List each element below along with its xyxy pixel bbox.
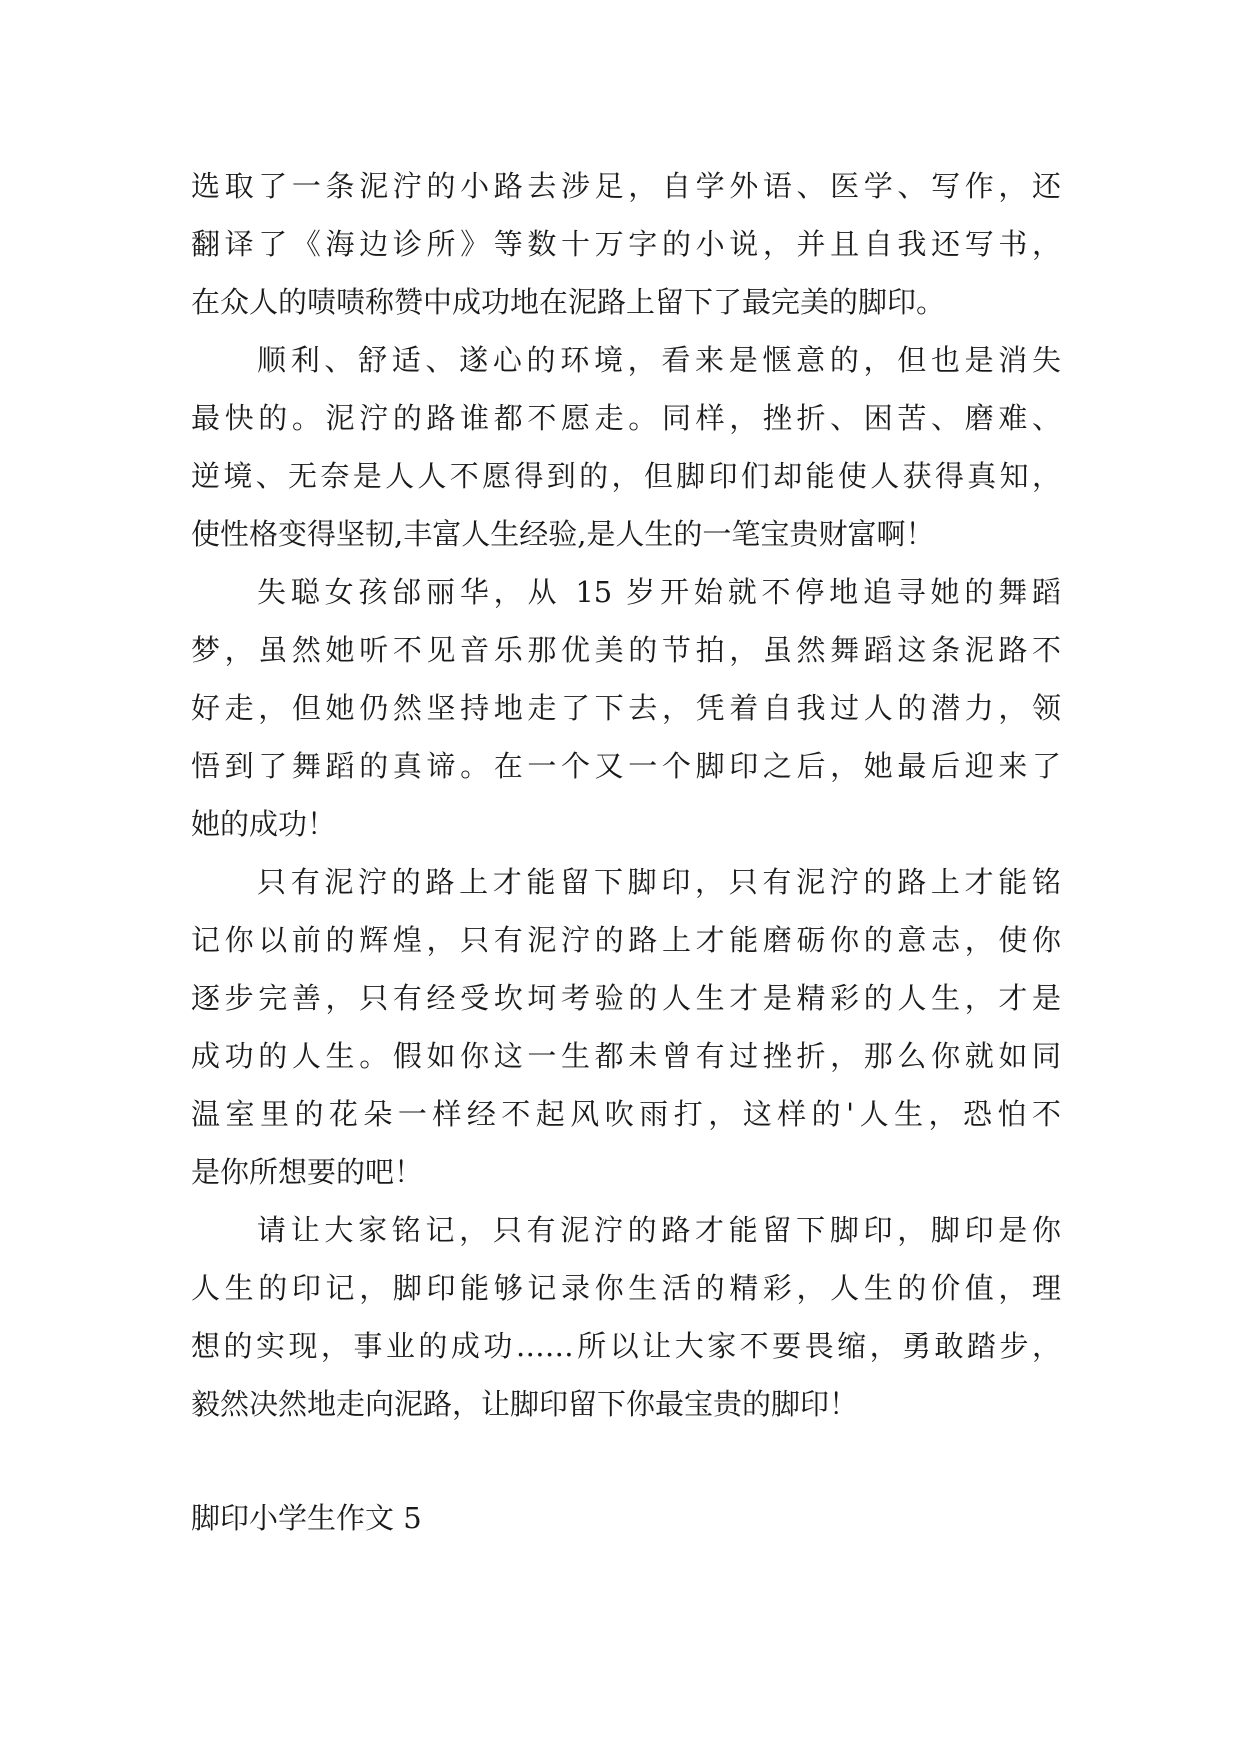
text-line: 逆境、无奈是人人不愿得到的，但脚印们却能使人获得真知， — [191, 459, 1061, 493]
text-line: 好走，但她仍然坚持地走了下去，凭着自我过人的潜力，领 — [191, 691, 1061, 725]
text-line: 梦，虽然她听不见音乐那优美的节拍，虽然舞蹈这条泥路不 — [191, 633, 1061, 667]
text-line: 温室里的花朵一样经不起风吹雨打，这样的'人生，恐怕不 — [191, 1097, 1061, 1131]
text-line: 人生的印记，脚印能够记录你生活的精彩，人生的价值，理 — [191, 1271, 1061, 1305]
text-line: 在众人的啧啧称赞中成功地在泥路上留下了最完美的脚印。 — [191, 285, 946, 319]
paragraph — [191, 331, 1061, 563]
text-line: 失聪女孩邰丽华，从 15 岁开始就不停地追寻她的舞蹈 — [257, 575, 1061, 609]
text-line: 选取了一条泥泞的小路去涉足，自学外语、医学、写作，还 — [191, 169, 1061, 203]
text-line: 成功的人生。假如你这一生都未曾有过挫折，那么你就如同 — [191, 1039, 1061, 1073]
text-line: 悟到了舞蹈的真谛。在一个又一个脚印之后，她最后迎来了 — [191, 749, 1061, 783]
text-line: 最快的。泥泞的路谁都不愿走。同样，挫折、困苦、磨难、 — [191, 401, 1061, 435]
text-line: 翻译了《海边诊所》等数十万字的小说，并且自我还写书， — [191, 227, 1061, 261]
text-line: 顺利、舒适、遂心的环境，看来是惬意的，但也是消失 — [257, 343, 1061, 377]
section-heading: 脚印小学生作文 5 — [191, 1501, 422, 1535]
text-line: 她的成功！ — [191, 807, 337, 841]
text-line: 毅然决然地走向泥路，让脚印留下你最宝贵的脚印！ — [191, 1387, 859, 1421]
text-line: 请让大家铭记，只有泥泞的路才能留下脚印，脚印是你 — [257, 1213, 1061, 1247]
text-line: 使性格变得坚韧,丰富人生经验,是人生的一笔宝贵财富啊！ — [191, 517, 935, 551]
text-line: 是你所想要的吧！ — [191, 1155, 424, 1189]
paragraph — [191, 853, 1061, 1201]
text-line: 记你以前的辉煌，只有泥泞的路上才能磨砺你的意志，使你 — [191, 923, 1061, 957]
paragraph — [191, 563, 1061, 853]
paragraph — [191, 157, 1061, 331]
text-line: 想的实现，事业的成功……所以让大家不要畏缩，勇敢踏步， — [191, 1329, 1061, 1363]
paragraph — [191, 1201, 1061, 1433]
text-line: 逐步完善，只有经受坎坷考验的人生才是精彩的人生，才是 — [191, 981, 1061, 1015]
essay-body — [191, 157, 1061, 1433]
text-line: 只有泥泞的路上才能留下脚印，只有泥泞的路上才能铭 — [257, 865, 1061, 899]
